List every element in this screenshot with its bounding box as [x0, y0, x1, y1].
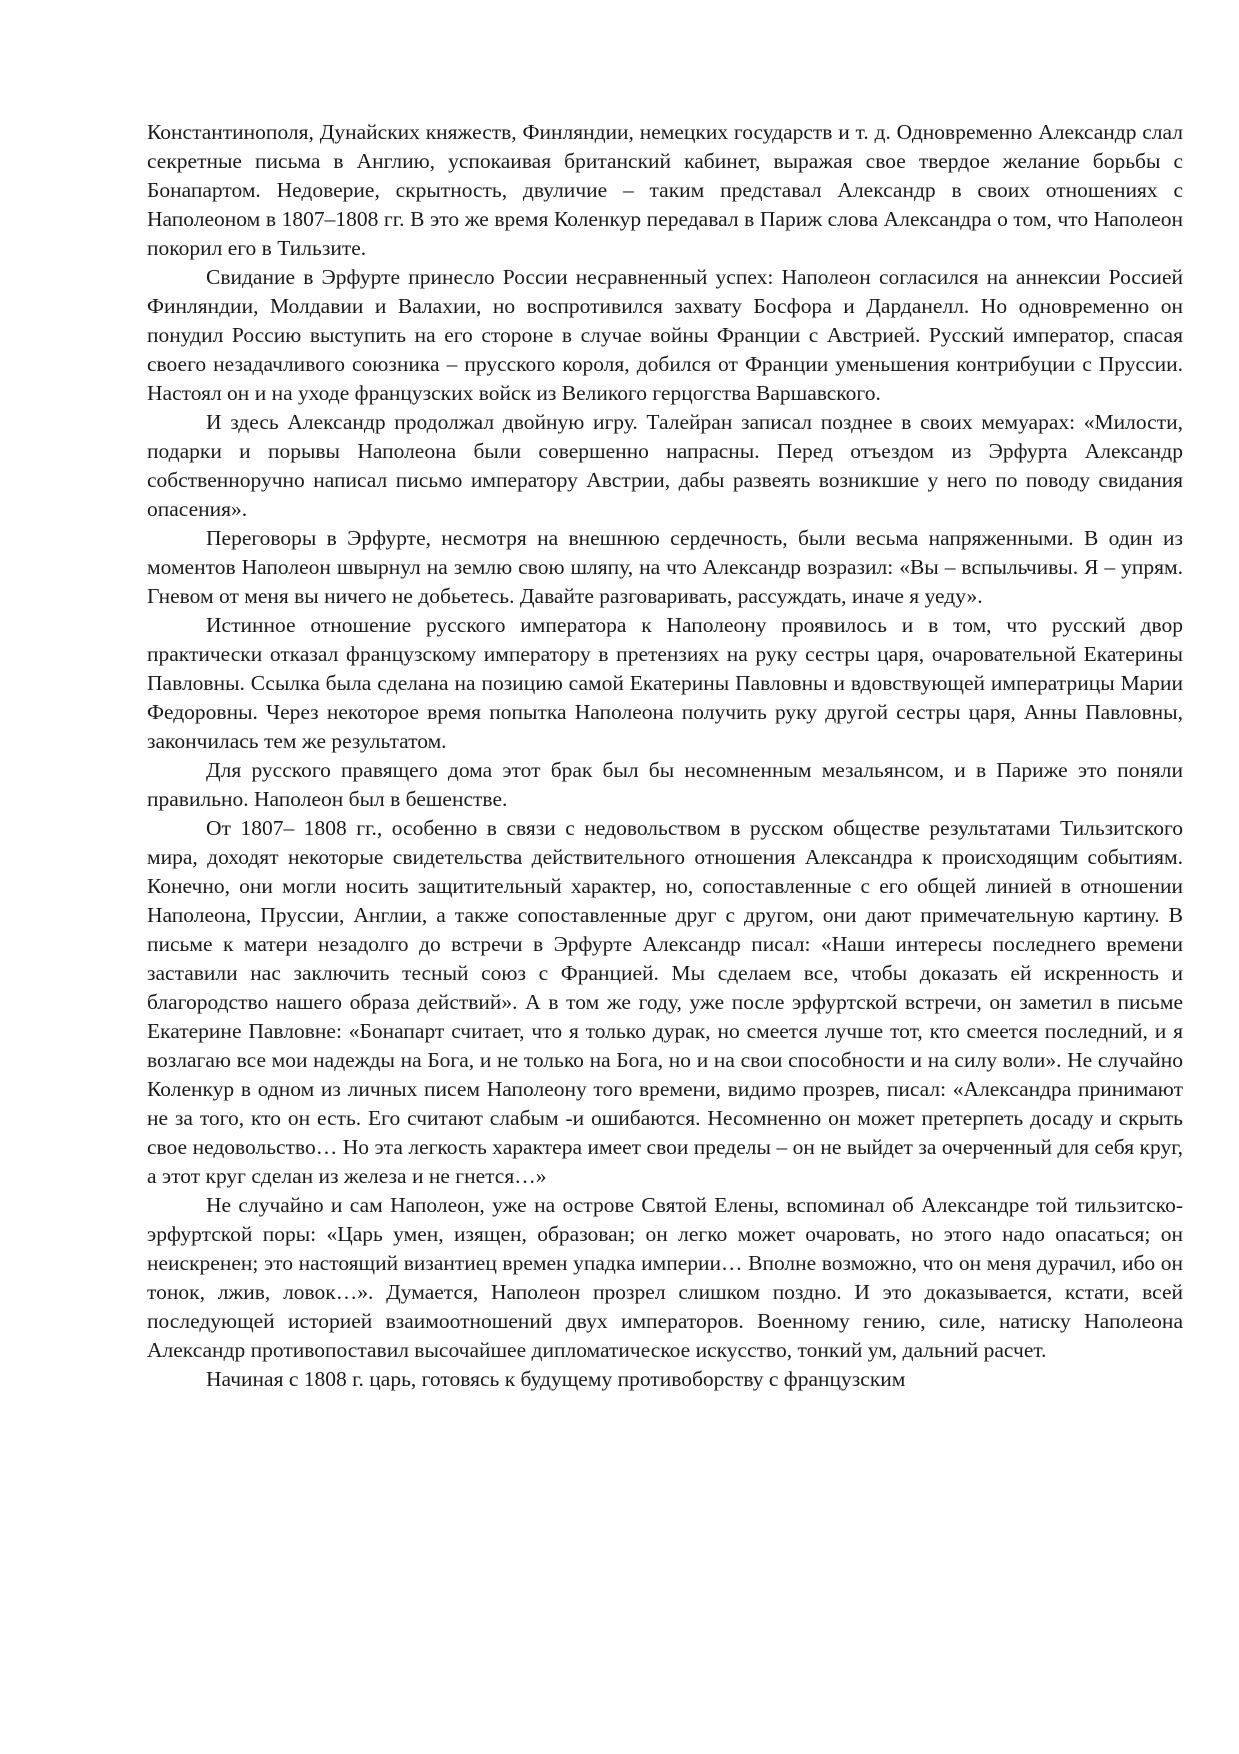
paragraph-5: Истинное отношение русского императора к Наполеону проявилось и в том, что русский двор практически отказал французскому императору в претензиях на руку сестры царя, очаровательной Екатерины Павловны. Ссылка была сделана на позицию самой Екатерины Павловны и вдовствующей императрицы Марии Федоровны. Через некоторое время попытка Наполеона получить руку другой сестры царя, Анны Павловны, закончилась тем же результатом.	[147, 613, 1183, 753]
paragraph-3: И здесь Александр продолжал двойную игру. Талейран записал позднее в своих мемуарах: «Милости, подарки и порывы Наполеона были совершенно напрасны. Перед отъездом из Эрфурта Александр собственноручно написал письмо императору Австрии, дабы развеять возникшие у него по поводу свидания опасения».	[147, 410, 1183, 521]
paragraph-4: Переговоры в Эрфурте, несмотря на внешнюю сердечность, были весьма напряженными. В один из моментов Наполеон швырнул на землю свою шляпу, на что Александр возразил: «Вы – вспыльчивы. Я – упрям. Гневом от меня вы ничего не добьетесь. Давайте разговаривать, рассуждать, иначе я уеду».	[147, 526, 1183, 608]
paragraph-2: Свидание в Эрфурте принесло России несравненный успех: Наполеон согласился на аннексии Россией Финляндии, Молдавии и Валахии, но воспротивился захвату Босфора и Дарданелл. Но одновременно он понудил Россию выступить на его стороне в случае войны Франции с Австрией. Русский император, спасая своего незадачливого союзника – прусского короля, добился от Франции уменьшения контрибуции с Пруссии. Настоял он и на уходе французских войск из Великого герцогства Варшавского.	[147, 265, 1183, 405]
paragraph-7: От 1807– 1808 гг., особенно в связи с недовольством в русском обществе результатами Тильзитского мира, доходят некоторые свидетельства действительного отношения Александра к происходящим событиям. Конечно, они могли носить защитительный характер, но, сопоставленные с его общей линией в отношении Наполеона, Пруссии, Англии, а также сопоставленные друг с другом, они дают примечательную картину. В письме к матери незадолго до встречи в Эрфурте Александр писал: «Наши интересы последнего времени заставили нас заключить тесный союз с Францией. Мы сделаем все, чтобы доказать ей искренность и благородство нашего образа действий». А в том же году, уже после эрфуртской встречи, он заметил в письме Екатерине Павловне: «Бонапарт считает, что я только дурак, но смеется лучше тот, кто смеется последний, и я возлагаю все мои надежды на Бога, и не только на Бога, но и на свои способности и на силу воли». Не случайно Коленкур в одном из личных писем Наполеону того времени, видимо прозрев, писал: «Александра принимают не за того, кто он есть. Его считают слабым -и ошибаются. Несомненно он может претерпеть досаду и скрыть свое недовольство… Но эта легкость характера имеет свои пределы – он не выйдет за очерченный для себя круг, а этот круг сделан из железа и не гнется…»	[147, 816, 1183, 1188]
paragraph-9: Начиная с 1808 г. царь, готовясь к будущему противоборству с французским	[206, 1367, 906, 1391]
document-page	[147, 118, 1183, 1394]
paragraph-1: Константинополя, Дунайских княжеств, Финляндии, немецких государств и т. д. Одновременно Александр слал секретные письма в Англию, успокаивая британский кабинет, выражая свое твердое желание борьбы с Бонапартом. Недоверие, скрытность, двуличие – таким представал Александр в своих отношениях с Наполеоном в 1807–1808 гг. В это же время Коленкур передавал в Париж слова Александра о том, что Наполеон покорил его в Тильзите.	[147, 120, 1183, 260]
paragraph-6: Для русского правящего дома этот брак был бы несомненным мезальянсом, и в Париже это поняли правильно. Наполеон был в бешенстве.	[147, 758, 1183, 811]
paragraph-8: Не случайно и сам Наполеон, уже на острове Святой Елены, вспоминал об Александре той тильзитско-эрфуртской поры: «Царь умен, изящен, образован; он легко может очаровать, но этого надо опасаться; он неискренен; это настоящий византиец времен упадка империи… Вполне возможно, что он меня дурачил, ибо он тонок, лжив, ловок…». Думается, Наполеон прозрел слишком поздно. И это доказывается, кстати, всей последующей историей взаимоотношений двух императоров. Военному гению, силе, натиску Наполеона Александр противопоставил высочайшее дипломатическое искусство, тонкий ум, дальний расчет.	[147, 1193, 1183, 1362]
